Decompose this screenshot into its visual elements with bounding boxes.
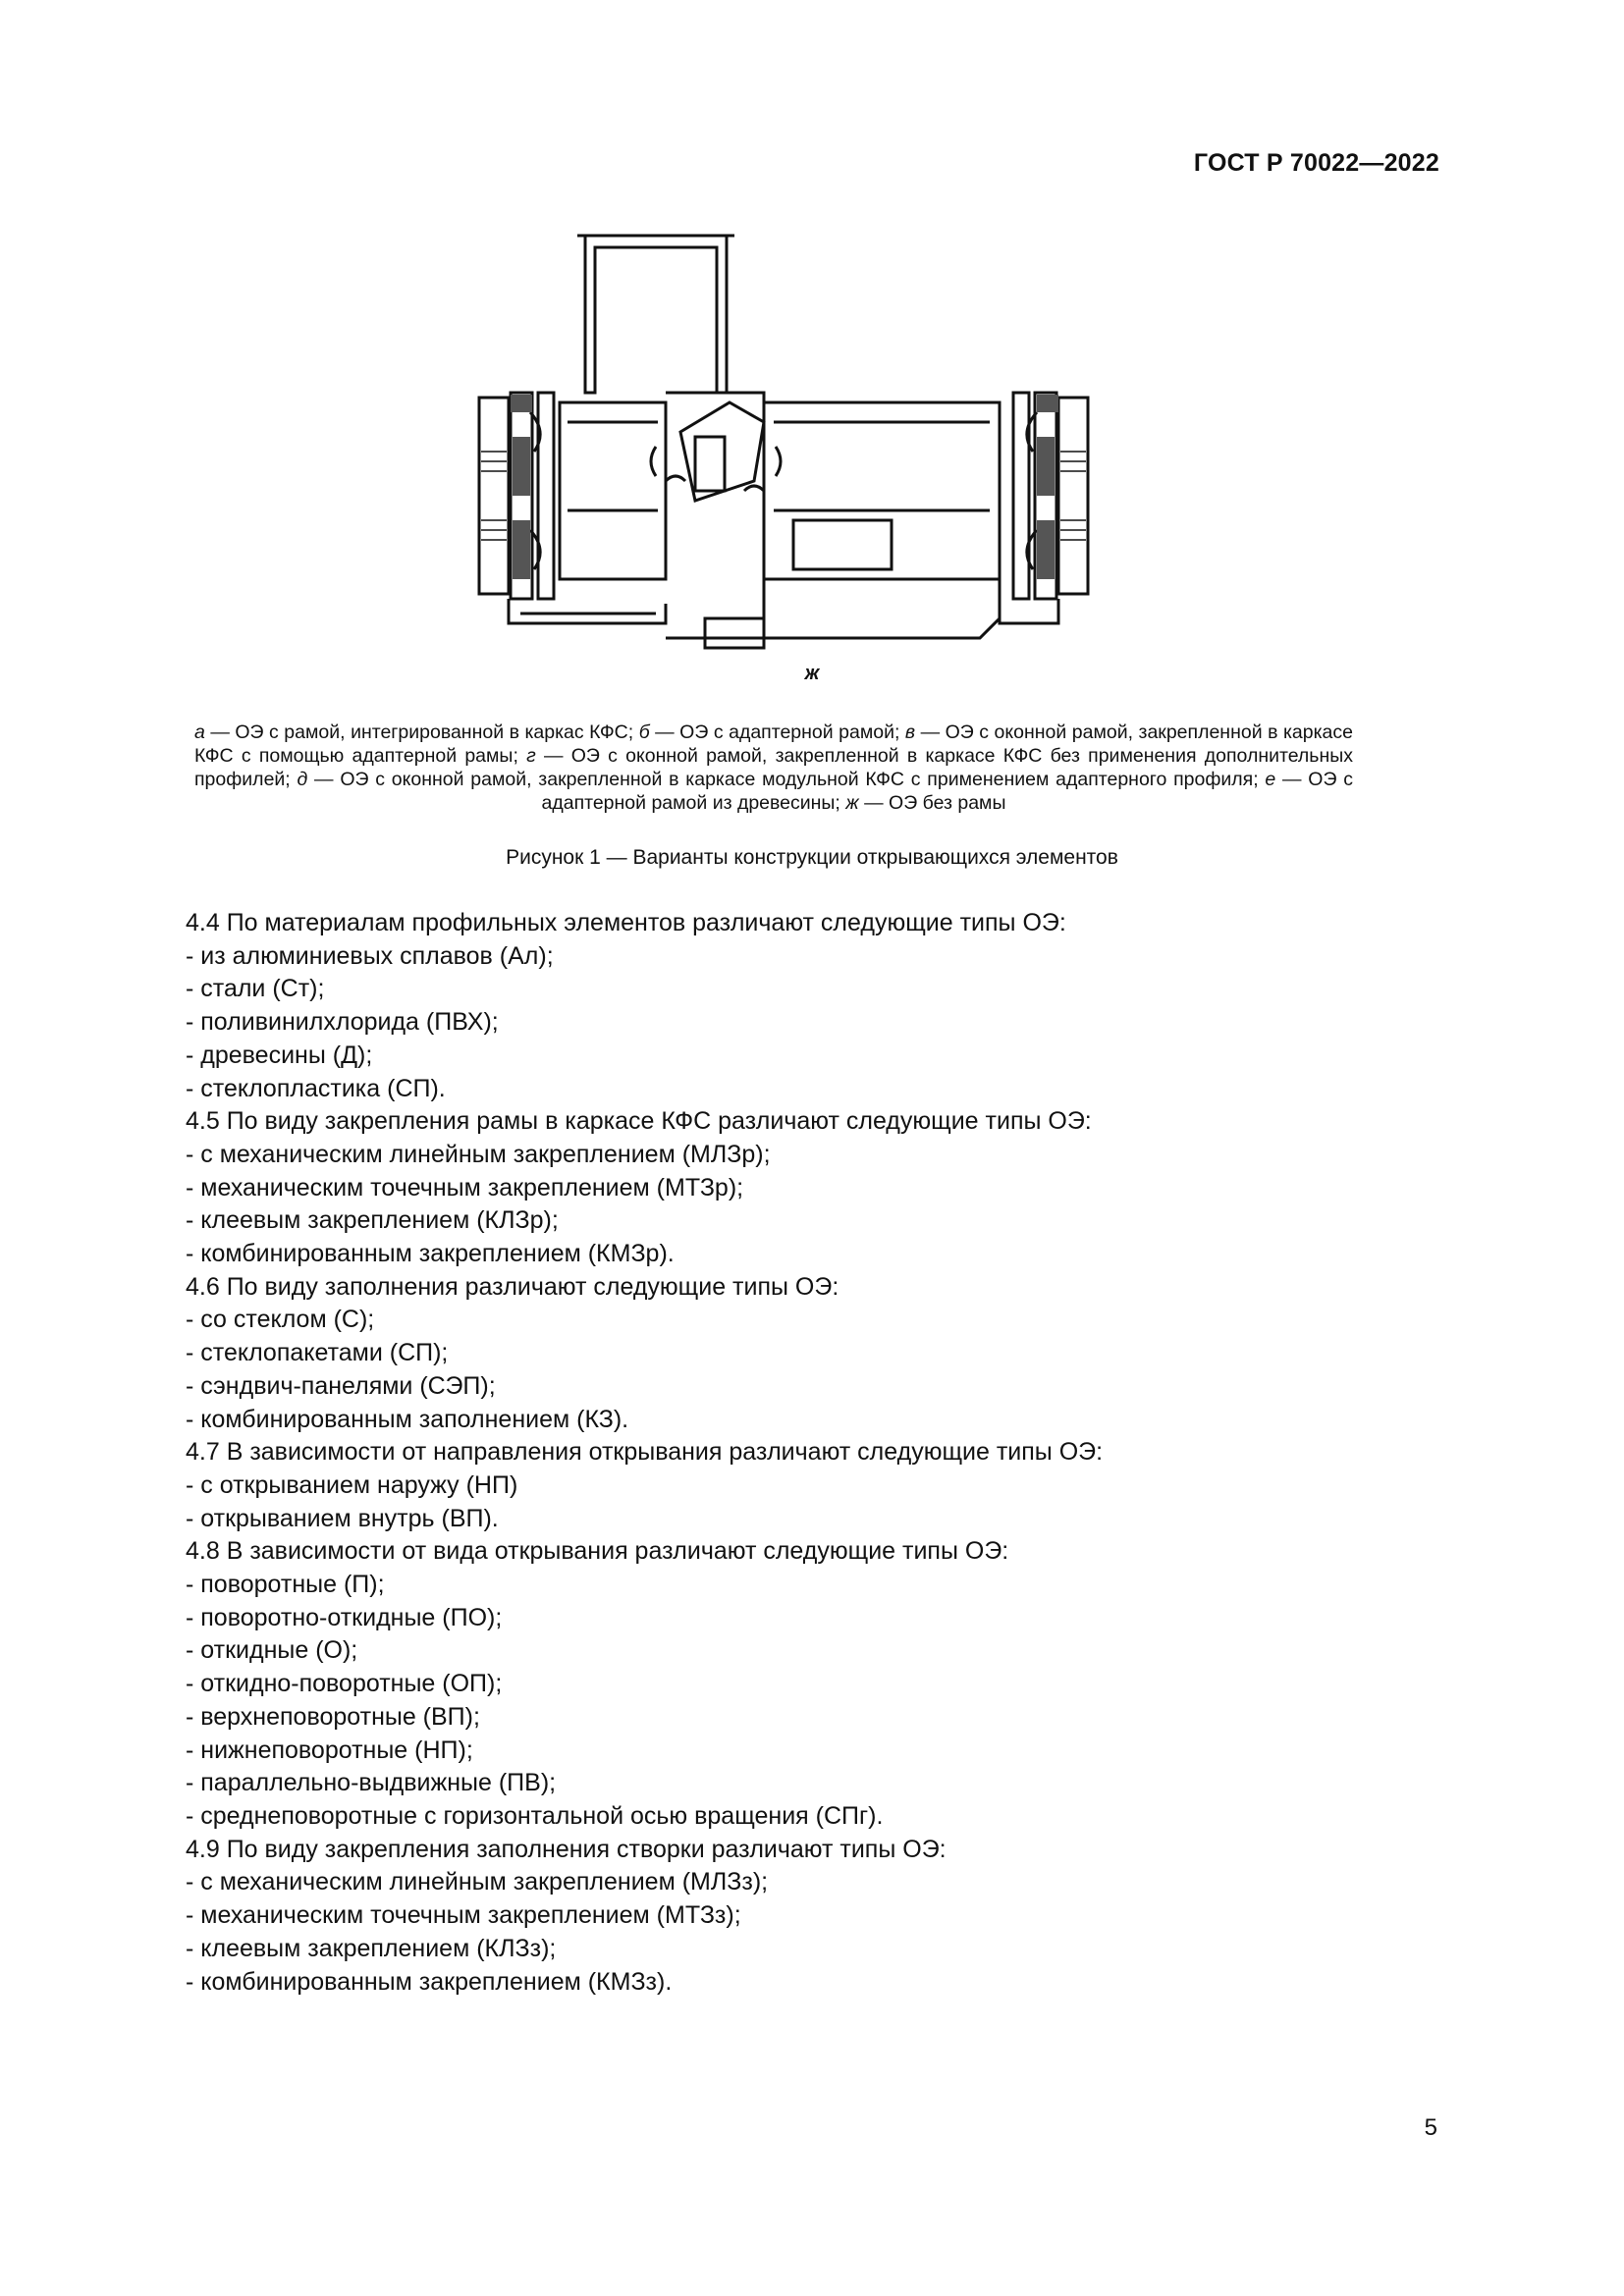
body-line: - комбинированным закреплением (КМЗр). [186,1240,675,1268]
caption-text: — ОЭ с адаптерной рамой из древесины; [541,769,1354,814]
caption-text: — ОЭ с оконной рамой, закрепленной в каркасе КФС без применения дополнительных профилей; [194,745,1353,790]
body-line: - комбинированным заполнением (КЗ). [186,1405,629,1433]
figure-caption [194,721,1353,815]
caption-letter: а [194,721,205,743]
body-line: - с механическим линейным закреплением (МЛЗр); [186,1140,771,1168]
figure-title: Рисунок 1 — Варианты конструкции открывающихся элементов [506,846,1118,869]
body-line: - поворотные (П); [186,1571,385,1599]
body-line: - с механическим линейным закреплением (МЛЗз); [186,1868,769,1896]
caption-letter: ж [845,792,859,814]
body-line: - верхнеповоротные (ВП); [186,1702,480,1731]
body-line: - откидно-поворотные (ОП); [186,1670,503,1698]
body-line: - из алюминиевых сплавов (Ал); [186,941,554,970]
body-line: - поливинилхлорида (ПВХ); [186,1008,499,1037]
body-line: 4.5 По виду закрепления рамы в каркасе КФС различают следующие типы ОЭ: [186,1107,1092,1136]
body-line: - стеклопакетами (СП); [186,1339,449,1367]
body-line: - среднеповоротные с горизонтальной осью вращения (СПг). [186,1801,884,1830]
caption-text: — ОЭ с оконной рамой, закрепленной в каркасе модульной КФС с применением адаптерного профиля; [307,769,1266,790]
body-line: - открыванием внутрь (ВП). [186,1504,499,1532]
body-line: - со стеклом (С); [186,1306,375,1334]
body-line: - комбинированным закреплением (КМЗз). [186,1967,673,1996]
body-line: - клеевым закреплением (КЛЗз); [186,1934,557,1962]
body-text [186,907,1462,1999]
body-line: - древесины (Д); [186,1041,373,1069]
body-line: - стеклопластика (СП). [186,1074,446,1102]
body-line: - поворотно-откидные (ПО); [186,1603,503,1631]
caption-text: — ОЭ с оконной рамой, закрепленной в каркасе КФС с помощью адаптерной рамы; [194,721,1353,767]
body-line: 4.9 По виду закрепления заполнения створки различают типы ОЭ: [186,1835,947,1863]
body-line: 4.4 По материалам профильных элементов различают следующие типы ОЭ: [186,909,1066,936]
caption-letter: е [1265,769,1276,790]
caption-letter: г [526,745,536,767]
body-line: 4.6 По виду заполнения различают следующие типы ОЭ: [186,1272,839,1301]
body-line: - стали (Ст); [186,975,325,1003]
caption-letter: в [904,721,916,743]
body-line: - клеевым закреплением (КЛЗр); [186,1206,559,1235]
body-line: - сэндвич-панелями (СЭП); [186,1371,496,1400]
body-line: 4.8 В зависимости от вида открывания различают следующие типы ОЭ: [186,1537,1009,1566]
body-line: 4.7 В зависимости от направления открывания различают следующие типы ОЭ: [186,1438,1104,1467]
document-header: ГОСТ Р 70022—2022 [1193,149,1439,177]
body-line: - механическим точечным закреплением (МТЗз); [186,1901,741,1930]
profile-cross-section-drawing [469,226,1098,658]
caption-letter: д [297,769,308,790]
caption-letter: б [638,721,650,743]
figure-panel-label: ж [804,663,820,684]
body-line: - параллельно-выдвижные (ПВ); [186,1769,557,1797]
caption-text: — ОЭ с рамой, интегрированной в каркас КФС; [204,721,639,743]
body-line: - механическим точечным закреплением (МТЗр); [186,1173,744,1201]
body-line: - с открыванием наружу (НП) [186,1470,518,1499]
body-line: - откидные (О); [186,1636,358,1665]
caption-text: — ОЭ с адаптерной рамой; [649,721,905,743]
page-number: 5 [1424,2114,1437,2141]
body-line: - нижнеповоротные (НП); [186,1735,473,1764]
caption-text: — ОЭ без рамы [858,792,1006,814]
